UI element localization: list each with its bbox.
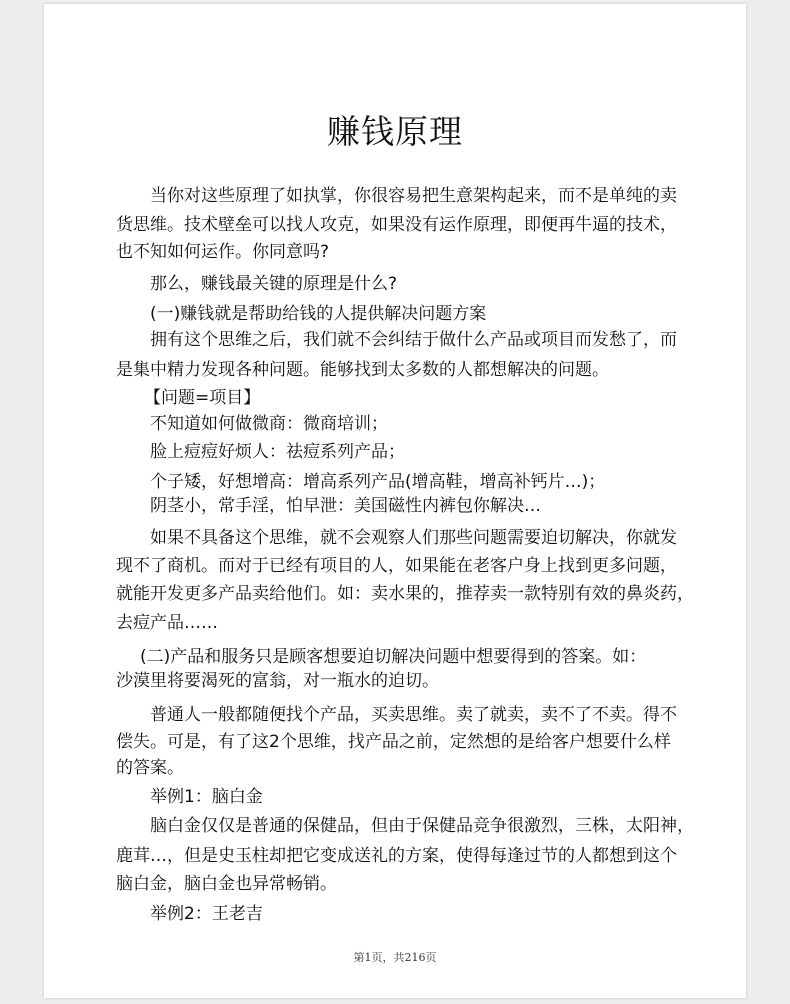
paragraph-line: 也不知如何运作。你同意吗? — [116, 242, 330, 262]
paragraph-line: 脑白金，脑白金也异常畅销。 — [116, 874, 337, 894]
paragraph-line: 偿失。可是，有了这2个思维，找产品之前，定然想的是给客户想要什么样 — [116, 732, 671, 752]
list-item: 不知道如何做微商：微商培训； — [150, 414, 388, 434]
paragraph-line: 如果不具备这个思维，就不会观察人们那些问题需要迫切解决，你就发 — [150, 528, 677, 548]
list-item: 脸上痘痘好烦人：祛痘系列产品； — [150, 442, 405, 462]
list-item: 个子矮，好想增高：增高系列产品(增高鞋，增高补钙片…)； — [150, 472, 606, 492]
paragraph-line: 拥有这个思维之后，我们就不会纠结于做什么产品或项目而发愁了，而 — [150, 330, 677, 350]
subheading-line: 【问题=项目】 — [144, 388, 261, 408]
document-page — [44, 4, 746, 998]
example-heading: 举例2：王老吉 — [150, 904, 263, 924]
paragraph-line: 货思维。技术壁垒可以找人攻克，如果没有运作原理，即便再牛逼的技术， — [116, 215, 677, 235]
paragraph-line: 脑白金仅仅是普通的保健品，但由于保健品竞争很激烈，三株，太阳神， — [150, 816, 694, 836]
paragraph-line: 现不了商机。而对于已经有项目的人，如果能在老客户身上找到更多问题， — [116, 556, 677, 576]
paragraph-line: 是集中精力发现各种问题。能够找到太多数的人都想解决的问题。 — [116, 360, 609, 380]
page-number-footer: 第1页，共216页 — [353, 951, 437, 964]
document-title: 赚钱原理 — [327, 112, 463, 151]
list-item: 阴茎小，常手淫，怕早泄：美国磁性内裤包你解决… — [150, 496, 541, 516]
section-heading-line: (二)产品和服务只是顾客想要迫切解决问题中想要得到的答案。如： — [140, 647, 647, 667]
paragraph-line: 普通人一般都随便找个产品，买卖思维。卖了就卖，卖不了不卖。得不 — [150, 705, 677, 725]
example-heading: 举例1：脑白金 — [150, 787, 263, 807]
paragraph-line: 就能开发更多产品卖给他们。如：卖水果的，推荐卖一款特别有效的鼻炎药， — [116, 584, 694, 604]
paragraph-line: 当你对这些原理了如执掌，你很容易把生意架构起来，而不是单纯的卖 — [150, 186, 677, 206]
paragraph-line: 鹿茸…，但是史玉柱却把它变成送礼的方案，使得每逢过节的人都想到这个 — [116, 846, 677, 866]
paragraph-line: 的答案。 — [116, 758, 184, 778]
paragraph-line: 沙漠里将要渴死的富翁，对一瓶水的迫切。 — [116, 671, 439, 691]
section-heading-line: (一)赚钱就是帮助给钱的人提供解决问题方案 — [150, 304, 487, 324]
paragraph-line: 那么，赚钱最关键的原理是什么? — [150, 274, 398, 294]
paragraph-line: 去痘产品…… — [116, 613, 218, 633]
